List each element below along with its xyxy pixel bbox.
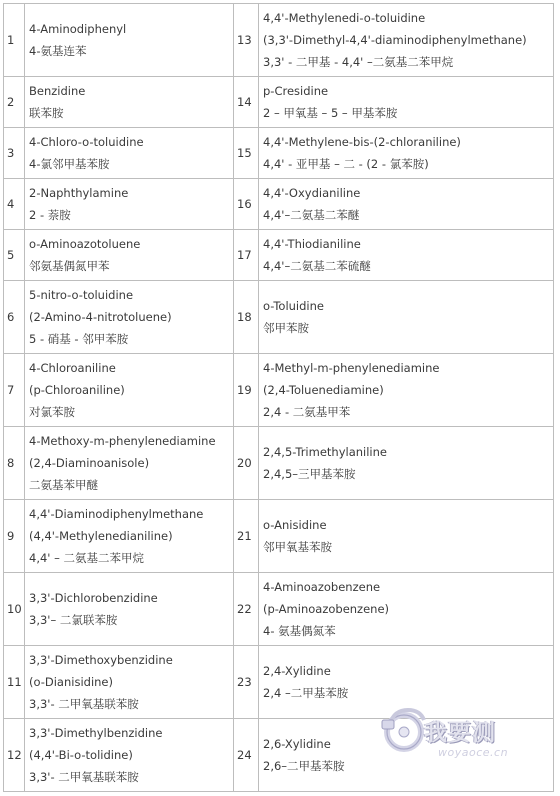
row-number: 1	[4, 4, 25, 77]
substance-name-cell	[25, 128, 234, 179]
substance-name-cell	[25, 179, 234, 230]
row-number: 4	[4, 179, 25, 230]
row-number: 24	[234, 719, 259, 792]
substance-name-line: 2-Naphthylamine	[29, 186, 129, 200]
row-number: 8	[4, 427, 25, 500]
substance-name-line: 4-Aminodiphenyl	[29, 22, 127, 36]
substance-name-cell	[25, 77, 234, 128]
row-number: 16	[234, 179, 259, 230]
row-number: 11	[4, 646, 25, 719]
row-number: 18	[234, 281, 259, 354]
substance-name-line: (3,3'-Dimethyl-4,4'-diaminodiphenylmethane)	[263, 33, 527, 47]
substance-name-cell	[25, 427, 234, 500]
table-row	[4, 4, 554, 77]
substance-name-cell	[259, 354, 554, 427]
row-number: 13	[234, 4, 259, 77]
substance-name-line: (4,4'-Bi-o-tolidine)	[29, 748, 133, 762]
substance-name-line: 邻甲氧基苯胺	[263, 540, 332, 554]
substance-name-line: 2,6–二甲基苯胺	[263, 759, 345, 773]
substance-name-line: 4-Chloro-o-toluidine	[29, 135, 144, 149]
substance-name-line: 4,4'-Oxydianiline	[263, 186, 361, 200]
row-number: 3	[4, 128, 25, 179]
substance-name-line: 4,4'–二氨基二苯醚	[263, 208, 360, 222]
row-number: 17	[234, 230, 259, 281]
row-number: 5	[4, 230, 25, 281]
substance-name-line: 3,3'-Dimethoxybenzidine	[29, 653, 173, 667]
substance-name-line: (2,4-Toluenediamine)	[263, 383, 384, 397]
substance-name-line: 3,3'-Dichlorobenzidine	[29, 591, 158, 605]
row-number: 19	[234, 354, 259, 427]
table-row	[4, 281, 554, 354]
substance-name-line: 4-Aminoazobenzene	[263, 580, 381, 594]
substance-name-line: 4,4'-Diaminodiphenylmethane	[29, 507, 204, 521]
substance-name-line: 2,4 - 二氨基甲苯	[263, 405, 351, 419]
substance-name-line: o-Toluidine	[263, 299, 324, 313]
substance-name-line: 3,3' - 二甲基 - 4,4' –二氨基二苯甲烷	[263, 55, 454, 69]
row-number: 22	[234, 573, 259, 646]
row-number: 10	[4, 573, 25, 646]
substance-name-line: 4,4'-Methylenedi-o-toluidine	[263, 11, 426, 25]
substance-name-line: 联苯胺	[29, 106, 64, 120]
substance-name-line: (p-Chloroaniline)	[29, 383, 125, 397]
substance-name-cell	[25, 4, 234, 77]
substance-name-line: 4,4' - 亚甲基 – 二 - (2 - 氯苯胺)	[263, 157, 429, 171]
substance-name-line: 4- 氨基偶氮苯	[263, 624, 336, 638]
substance-name-line: 2 - 萘胺	[29, 208, 71, 222]
substance-name-line: 4-Methyl-m-phenylenediamine	[263, 361, 440, 375]
row-number: 9	[4, 500, 25, 573]
table-body	[4, 4, 554, 792]
substance-name-line: 3,3'– 二氯联苯胺	[29, 613, 118, 627]
substance-name-line: 5-nitro-o-toluidine	[29, 288, 134, 302]
substance-name-line: 4,4'-Thiodianiline	[263, 237, 361, 251]
substance-name-cell	[25, 281, 234, 354]
substance-name-line: 3,3'- 二甲氧基联苯胺	[29, 770, 139, 784]
substance-name-cell	[259, 128, 554, 179]
table-row	[4, 427, 554, 500]
substance-name-cell	[259, 179, 554, 230]
substance-name-line: o-Anisidine	[263, 518, 327, 532]
row-number: 14	[234, 77, 259, 128]
substance-name-line: (2-Amino-4-nitrotoluene)	[29, 310, 172, 324]
substance-name-line: 4,4'–二氨基二苯硫醚	[263, 259, 371, 273]
substance-name-line: (2,4-Diaminoanisole)	[29, 456, 150, 470]
watermark-text: 我要测	[424, 720, 496, 746]
substance-name-cell	[25, 500, 234, 573]
watermark-url: woyaoce.cn	[438, 746, 509, 759]
substance-name-line: 4-氯邻甲基苯胺	[29, 157, 110, 171]
substance-name-line: 3,3'-Dimethylbenzidine	[29, 726, 163, 740]
row-number: 15	[234, 128, 259, 179]
substance-name-line: 二氨基苯甲醚	[29, 478, 98, 492]
substance-name-cell	[259, 427, 554, 500]
substance-name-line: 邻甲苯胺	[263, 321, 309, 335]
substance-name-cell	[25, 719, 234, 792]
substance-name-cell	[259, 4, 554, 77]
substance-name-cell	[259, 573, 554, 646]
row-number: 12	[4, 719, 25, 792]
substance-name-line: Benzidine	[29, 84, 86, 98]
row-number: 6	[4, 281, 25, 354]
table-row	[4, 77, 554, 128]
substance-name-line: 2,4,5–三甲基苯胺	[263, 467, 356, 481]
substance-name-line: 4,4' – 二氨基二苯甲烷	[29, 551, 145, 565]
substance-name-line: 2 – 甲氧基 – 5 – 甲基苯胺	[263, 106, 398, 120]
aromatic-amines-table	[3, 3, 554, 792]
table-row	[4, 230, 554, 281]
substance-name-line: 对氯苯胺	[29, 405, 75, 419]
table-row	[4, 573, 554, 646]
substance-name-cell	[259, 230, 554, 281]
substance-name-line: 2,4 –二甲基苯胺	[263, 686, 349, 700]
substance-name-cell	[259, 281, 554, 354]
row-number: 21	[234, 500, 259, 573]
substance-name-line: 2,6-Xylidine	[263, 737, 331, 751]
watermark	[380, 704, 530, 764]
table-row	[4, 128, 554, 179]
substance-name-line: (o-Dianisidine)	[29, 675, 113, 689]
substance-name-line: 4-氨基连苯	[29, 44, 87, 58]
substance-name-line: 5 - 硝基 - 邻甲苯胺	[29, 332, 129, 346]
substance-name-line: 4-Methoxy-m-phenylenediamine	[29, 434, 216, 448]
headset-logo-icon	[380, 704, 428, 756]
substance-name-line: p-Cresidine	[263, 84, 329, 98]
substance-name-line: 4-Chloroaniline	[29, 361, 116, 375]
substance-name-line: 4,4'-Methylene-bis-(2-chloraniline)	[263, 135, 461, 149]
substance-name-cell	[259, 500, 554, 573]
substance-name-line: (4,4'-Methylenedianiline)	[29, 529, 173, 543]
substance-name-cell	[25, 354, 234, 427]
table-row	[4, 500, 554, 573]
substance-name-cell	[25, 230, 234, 281]
row-number: 23	[234, 646, 259, 719]
substance-name-line: (p-Aminoazobenzene)	[263, 602, 390, 616]
substance-name-line: o-Aminoazotoluene	[29, 237, 141, 251]
substance-name-cell	[25, 573, 234, 646]
row-number: 7	[4, 354, 25, 427]
substance-name-cell	[25, 646, 234, 719]
substance-name-line: 邻氨基偶氮甲苯	[29, 259, 110, 273]
table-row	[4, 179, 554, 230]
table-row	[4, 354, 554, 427]
substance-name-line: 3,3'- 二甲氧基联苯胺	[29, 697, 139, 711]
substance-name-line: 2,4,5-Trimethylaniline	[263, 445, 387, 459]
substance-name-cell	[259, 77, 554, 128]
row-number: 20	[234, 427, 259, 500]
row-number: 2	[4, 77, 25, 128]
substance-name-line: 2,4-Xylidine	[263, 664, 331, 678]
